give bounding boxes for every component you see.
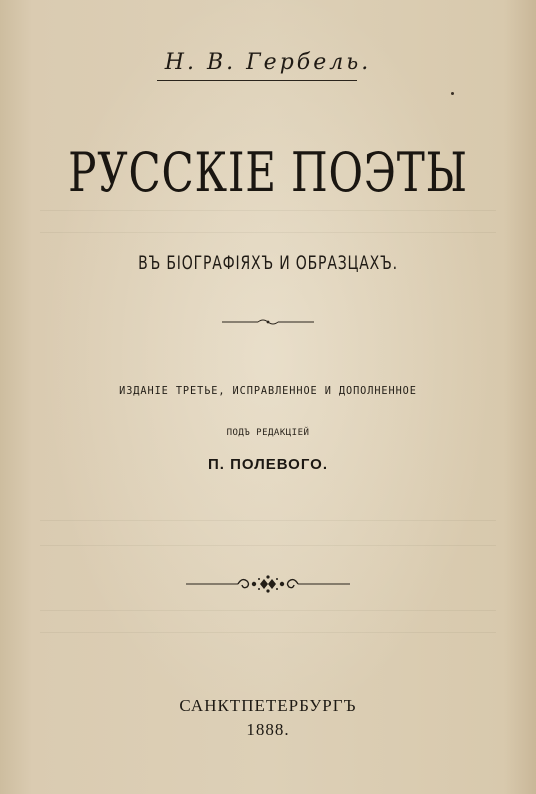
author-underline [157, 80, 357, 81]
small-rule-ornament [222, 317, 314, 327]
edition-note: ИЗДАНІЕ ТРЕТЬЕ, ИСПРАВЛЕННОЕ И ДОПОЛНЕННОЕ [119, 384, 417, 397]
author-name: Н. В. Гербель. [164, 50, 372, 75]
bleed-through-line [40, 210, 496, 211]
book-subtitle: ВЪ БІОГРАФІЯХЪ И ОБРАЗЦАХЪ. [138, 252, 398, 274]
editor-prefix: ПОДЪ РЕДАКЦІЕЙ [226, 428, 310, 438]
editor-name: П. ПОЛЕВОГО. [208, 456, 328, 473]
decorative-ornament [186, 573, 350, 595]
bleed-through-line [40, 232, 496, 233]
bleed-through-line [40, 545, 496, 546]
publication-year: 1888. [246, 720, 290, 739]
book-title: РУССКІЕ ПОЭТЫ [68, 141, 468, 204]
bleed-through-line [40, 610, 496, 611]
ink-speck [451, 92, 454, 95]
publication-city: САНКТПЕТЕРБУРГЪ [179, 696, 357, 715]
bleed-through-line [40, 632, 496, 633]
bleed-through-line [40, 520, 496, 521]
